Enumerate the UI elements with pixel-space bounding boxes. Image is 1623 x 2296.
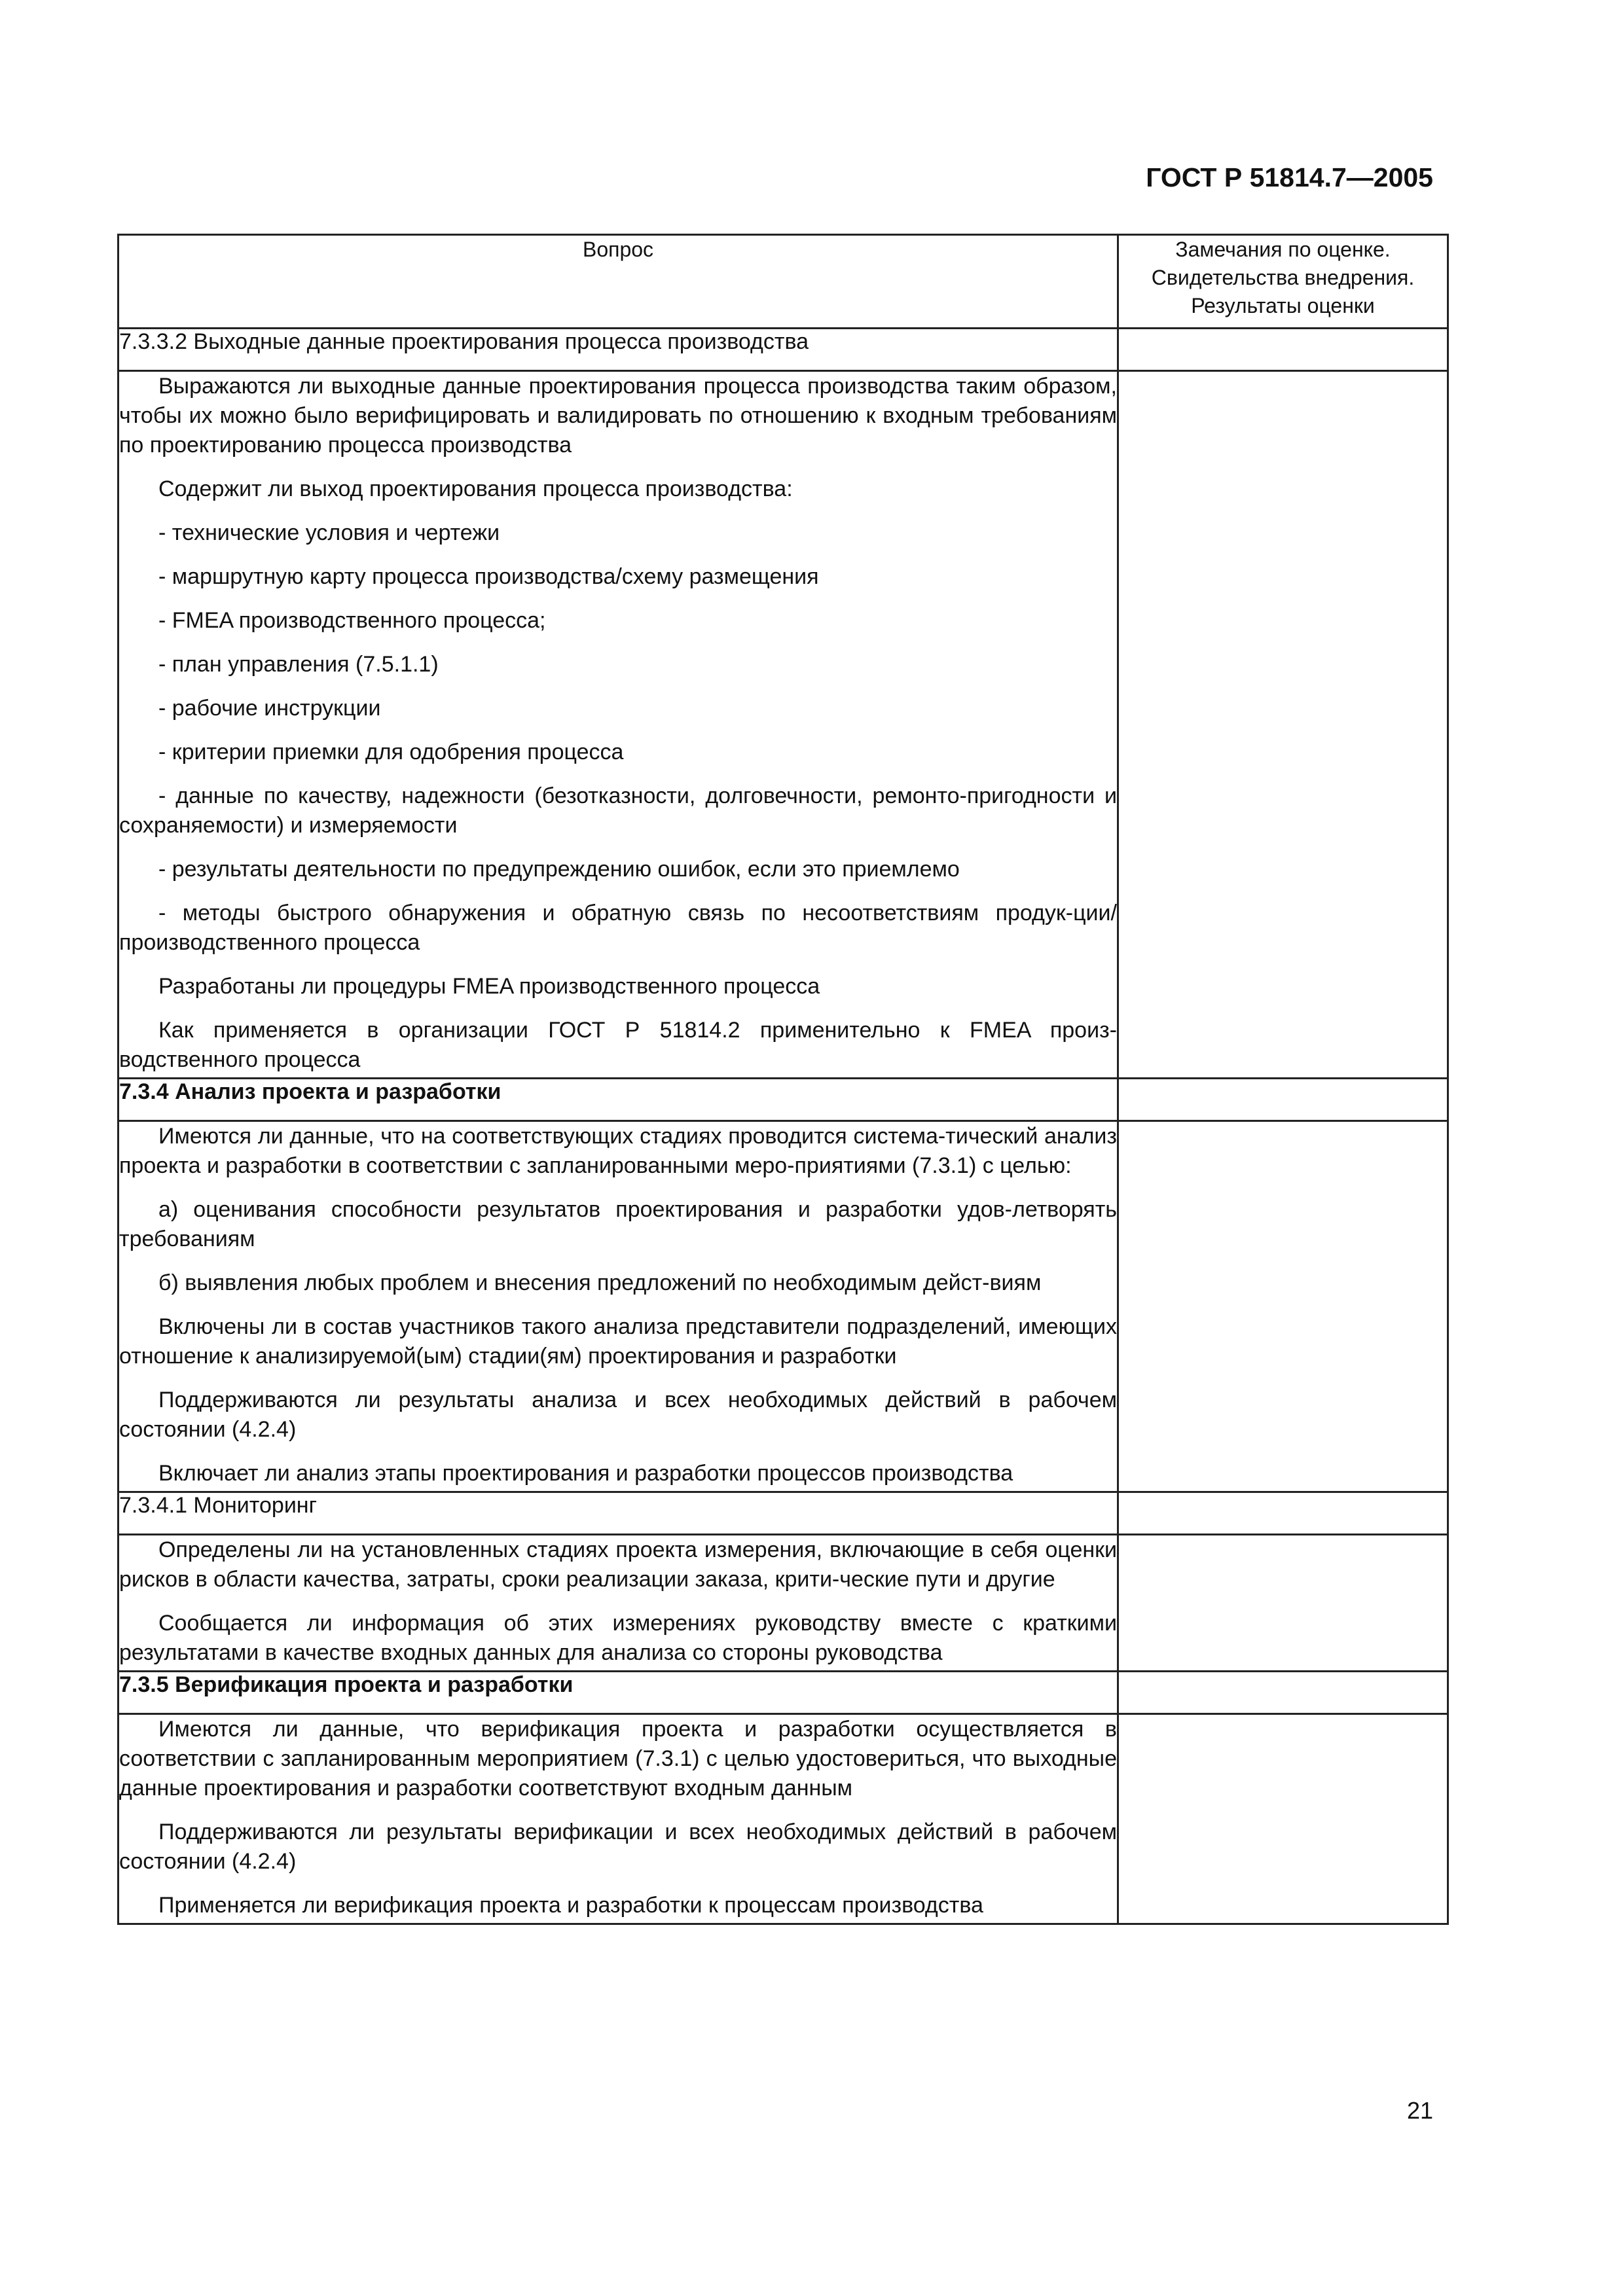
section-heading-row [119, 1672, 1448, 1714]
remarks-cell[interactable] [1118, 1079, 1448, 1121]
question-text: Выражаются ли выходные данные проектирования процесса производства таким образом, чтобы их можно было верифицировать и валидировать по отношению к входным требованиям по проектированию процесса производства [119, 374, 1117, 457]
column-header-question: Вопрос [119, 235, 1118, 329]
question-row [119, 1714, 1448, 1924]
question-text: - рабочие инструкции [158, 696, 381, 721]
question-text: - данные по качеству, надежности (безотказности, долговечности, ремонто-пригодности и сохраняемости) и измеряемости [119, 783, 1117, 838]
remarks-cell[interactable] [1118, 329, 1448, 371]
question-text: Разработаны ли процедуры FMEA производственного процесса [158, 974, 820, 999]
assessment-table [117, 234, 1449, 1925]
question-cell [119, 371, 1118, 1079]
question-text: Применяется ли верификация проекта и разработки к процессам производства [158, 1893, 983, 1918]
remarks-cell[interactable] [1118, 1672, 1448, 1714]
remarks-cell[interactable] [1118, 371, 1448, 1079]
question-text: - маршрутную карту процесса производства/схему размещения [158, 564, 819, 589]
table-header-row [119, 235, 1448, 329]
section-heading-row [119, 329, 1448, 371]
question-cell [119, 1121, 1118, 1492]
remarks-cell[interactable] [1118, 1714, 1448, 1924]
question-text: - результаты деятельности по предупреждению ошибок, если это приемлемо [158, 857, 960, 882]
question-text: - технические условия и чертежи [158, 520, 500, 545]
question-text: а) оценивания способности результатов проектирования и разработки удов-летворять требованиям [119, 1197, 1117, 1251]
question-text: Содержит ли выход проектирования процесса производства: [158, 476, 793, 501]
question-text: Поддерживаются ли результаты анализа и всех необходимых действий в рабочем состоянии (4.2.4) [119, 1388, 1117, 1442]
question-text: Поддерживаются ли результаты верификации и всех необходимых действий в рабочем состоянии (4.2.4) [119, 1820, 1117, 1874]
section-heading-row [119, 1079, 1448, 1121]
question-text: Имеются ли данные, что на соответствующих стадиях проводится система-тический анализ проекта и разработки в соответствии с запланированными меро-приятиями (7.3.1) с целью: [119, 1124, 1117, 1178]
remarks-cell[interactable] [1118, 1492, 1448, 1535]
question-text: - методы быстрого обнаружения и обратную связь по несоответствиям продук-ции/производственного процесса [119, 901, 1117, 955]
section-heading: 7.3.4 Анализ проекта и разработки [119, 1079, 1118, 1121]
question-row [119, 371, 1448, 1079]
question-text: Сообщается ли информация об этих измерениях руководству вместе с краткими результатами в качестве входных данных для анализа со стороны руководства [119, 1611, 1117, 1665]
question-row [119, 1121, 1448, 1492]
page-number: 21 [1406, 2097, 1433, 2124]
question-cell [119, 1535, 1118, 1672]
question-cell [119, 1714, 1118, 1924]
section-heading-row [119, 1492, 1448, 1535]
question-row [119, 1535, 1448, 1672]
question-text: Как применяется в организации ГОСТ Р 51814.2 применительно к FMEA произ-водственного процесса [119, 1018, 1117, 1072]
question-text: Определены ли на установленных стадиях проекта измерения, включающие в себя оценки рисков в области качества, затраты, сроки реализации заказа, крити-ческие пути и другие [119, 1537, 1117, 1592]
document-id: ГОСТ Р 51814.7—2005 [1146, 162, 1433, 192]
remarks-cell[interactable] [1118, 1121, 1448, 1492]
question-text: - план управления (7.5.1.1) [158, 652, 439, 677]
question-text: - критерии приемки для одобрения процесса [158, 740, 624, 764]
section-heading: 7.3.4.1 Мониторинг [119, 1492, 1118, 1535]
question-text: Включены ли в состав участников такого анализа представители подразделений, имеющих отношение к анализируемой(ым) стадии(ям) проектирования и разработки [119, 1314, 1117, 1369]
question-text: б) выявления любых проблем и внесения предложений по необходимым дейст-виям [158, 1270, 1042, 1295]
question-text: Имеются ли данные, что верификация проекта и разработки осуществляется в соответствии с запланированным мероприятием (7.3.1) с целью удостовериться, что выходные данные проектирования и разработки соответствуют входным данным [119, 1717, 1117, 1801]
remarks-cell[interactable] [1118, 1535, 1448, 1672]
section-heading: 7.3.3.2 Выходные данные проектирования процесса производства [119, 329, 1118, 371]
section-heading: 7.3.5 Верификация проекта и разработки [119, 1672, 1118, 1714]
question-text: - FMEA производственного процесса; [158, 608, 546, 633]
column-header-remarks: Замечания по оценке. Свидетельства внедрения. Результаты оценки [1118, 235, 1448, 329]
question-text: Включает ли анализ этапы проектирования и разработки процессов производства [158, 1461, 1013, 1486]
